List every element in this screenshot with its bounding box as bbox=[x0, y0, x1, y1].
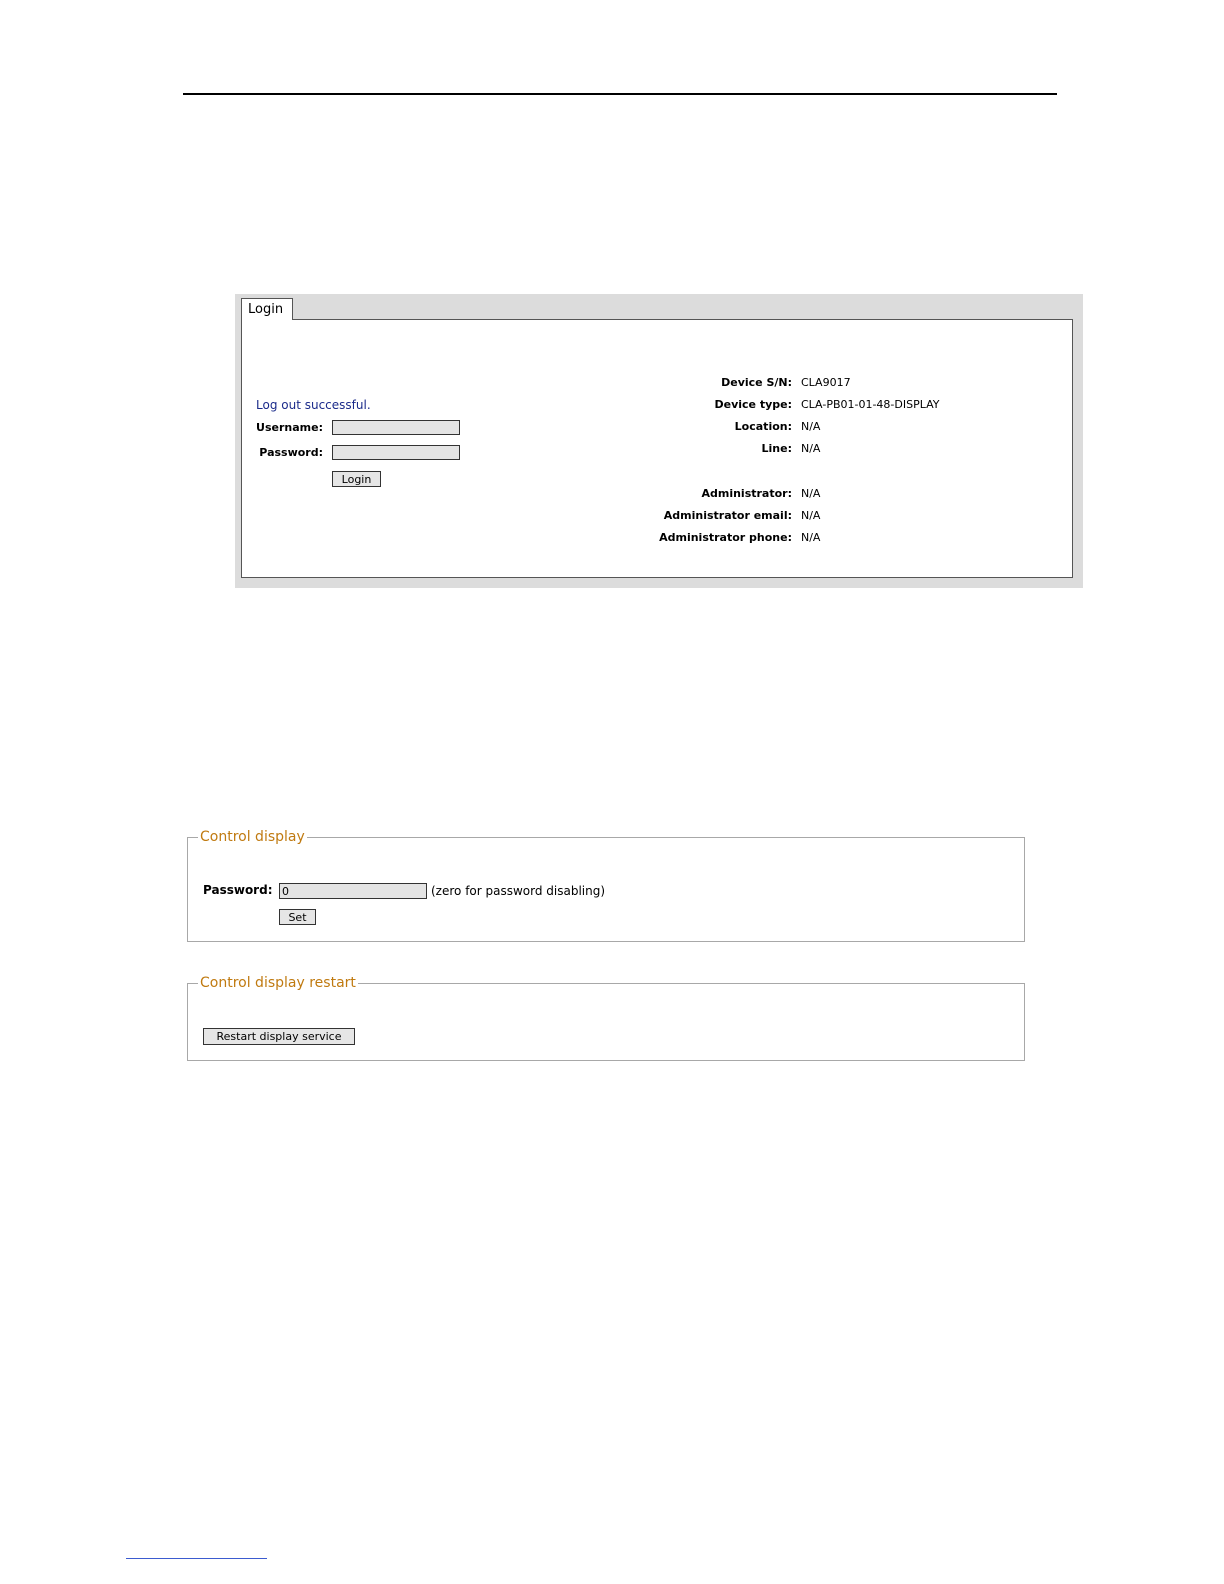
control-display-restart-legend: Control display restart bbox=[200, 975, 356, 991]
administrator-phone-value: N/A bbox=[801, 531, 821, 544]
location-value: N/A bbox=[801, 420, 821, 433]
tab-login[interactable]: Login bbox=[241, 298, 293, 320]
password-input[interactable] bbox=[332, 445, 460, 460]
control-password-label: Password: bbox=[203, 883, 273, 897]
administrator-value: N/A bbox=[801, 487, 821, 500]
control-display-restart-fieldset bbox=[187, 975, 1025, 1061]
device-type-value: CLA-PB01-01-48-DISPLAY bbox=[801, 398, 940, 411]
line-value: N/A bbox=[801, 442, 821, 455]
username-input[interactable] bbox=[332, 420, 460, 435]
administrator-phone-label: Administrator phone: bbox=[659, 531, 792, 544]
control-display-legend: Control display bbox=[200, 829, 305, 845]
login-panel bbox=[235, 294, 1083, 588]
device-sn-value: CLA9017 bbox=[801, 376, 851, 389]
control-display-fieldset bbox=[187, 829, 1025, 942]
location-label: Location: bbox=[734, 420, 792, 433]
restart-display-service-button[interactable]: Restart display service bbox=[203, 1028, 355, 1045]
password-hint: (zero for password disabling) bbox=[431, 884, 606, 898]
set-button[interactable]: Set bbox=[279, 909, 316, 925]
username-label: Username: bbox=[256, 421, 323, 434]
login-button[interactable]: Login bbox=[332, 471, 381, 487]
password-label: Password: bbox=[259, 446, 323, 459]
administrator-label: Administrator: bbox=[701, 487, 792, 500]
footer-rule bbox=[126, 1558, 267, 1559]
control-password-input[interactable] bbox=[279, 883, 427, 899]
administrator-email-value: N/A bbox=[801, 509, 821, 522]
device-sn-label: Device S/N: bbox=[721, 376, 792, 389]
line-label: Line: bbox=[761, 442, 792, 455]
login-box bbox=[241, 319, 1073, 578]
header-rule bbox=[183, 93, 1057, 95]
administrator-email-label: Administrator email: bbox=[663, 509, 792, 522]
device-type-label: Device type: bbox=[714, 398, 792, 411]
status-message: Log out successful. bbox=[256, 398, 371, 412]
